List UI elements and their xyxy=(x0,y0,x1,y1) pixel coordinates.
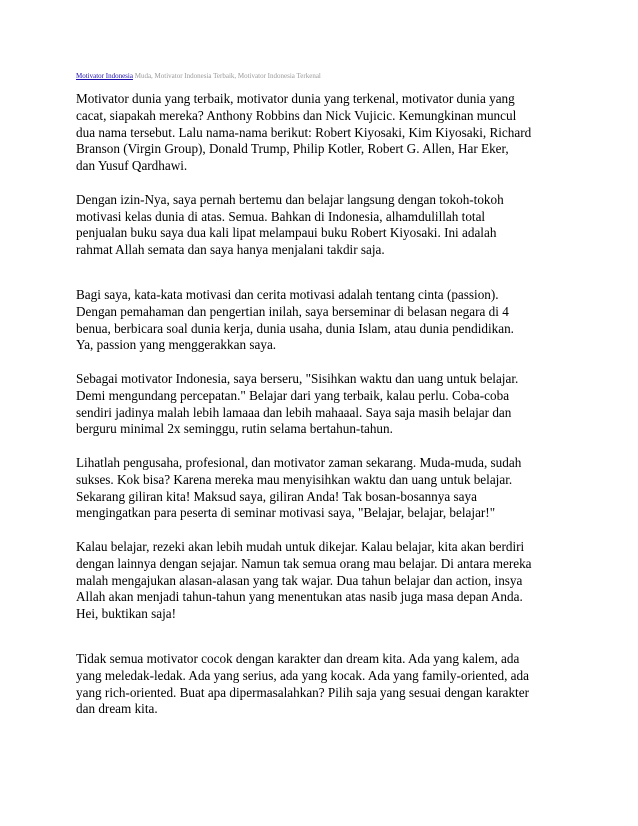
paragraph-5 xyxy=(76,455,576,522)
paragraph-spacer xyxy=(76,175,576,192)
paragraph-line: Kalau belajar, rezeki akan lebih mudah untuk dikejar. Kalau belajar, kita akan berdiri xyxy=(76,538,525,554)
breadcrumb xyxy=(76,72,576,81)
paragraph-line: penjualan buku saya dua kali lipat melampaui buku Robert Kiyosaki. Ini adalah xyxy=(76,225,497,241)
paragraph-6 xyxy=(76,539,576,623)
paragraph-line: Allah akan menjadi tahun-tahun yang menentukan atas nasib juga masa depan Anda. xyxy=(76,589,523,605)
paragraph-line: Sebagai motivator Indonesia, saya berseru, "Sisihkan waktu dan uang untuk belajar. xyxy=(76,370,519,386)
paragraph-line: dan dream kita. xyxy=(76,701,158,717)
paragraph-line: rahmat Allah semata dan saya hanya menjalani takdir saja. xyxy=(76,242,385,258)
paragraph-line: mengingatkan para peserta di seminar motivasi saya, "Belajar, belajar, belajar!" xyxy=(76,505,496,521)
paragraph-line: berguru minimal 2x seminggu, rutin selama bertahun-tahun. xyxy=(76,421,393,437)
paragraph-line: Hei, buktikan saja! xyxy=(76,606,176,622)
paragraph-line: Demi mengundang percepatan." Belajar dari yang terbaik, kalau perlu. Coba-coba xyxy=(76,387,510,403)
paragraph-spacer xyxy=(76,522,576,539)
paragraph-1 xyxy=(76,91,576,175)
paragraph-line: yang meledak-ledak. Ada yang serius, ada yang kocak. Ada yang family-oriented, ada xyxy=(76,667,529,683)
paragraph-spacer xyxy=(76,259,576,287)
breadcrumb-tags: Muda, Motivator Indonesia Terbaik, Motivator Indonesia Terkenal xyxy=(132,72,321,80)
paragraph-line: Branson (Virgin Group), Donald Trump, Philip Kotler, Robert G. Allen, Har Eker, xyxy=(76,141,509,157)
paragraph-spacer xyxy=(76,623,576,651)
paragraph-line: yang rich-oriented. Buat apa dipermasalahkan? Pilih saja yang sesuai dengan karakter xyxy=(76,684,529,700)
paragraph-2 xyxy=(76,192,576,259)
paragraph-3 xyxy=(76,287,576,354)
paragraph-7 xyxy=(76,651,576,718)
paragraph-4 xyxy=(76,371,576,438)
paragraph-line: Bagi saya, kata-kata motivasi dan cerita motivasi adalah tentang cinta (passion). xyxy=(76,286,499,302)
paragraph-line: sendiri jadinya malah lebih lamaaa dan lebih mahaaal. Saya saja masih belajar dan xyxy=(76,404,512,420)
paragraph-line: Dengan pemahaman dan pengertian inilah, saya berseminar di belasan negara di 4 xyxy=(76,303,509,319)
paragraph-line: Dengan izin-Nya, saya pernah bertemu dan belajar langsung dengan tokoh-tokoh xyxy=(76,191,504,207)
paragraph-line: Motivator dunia yang terbaik, motivator dunia yang terkenal, motivator dunia yang xyxy=(76,91,515,106)
breadcrumb-link-motivator-indonesia[interactable]: Motivator Indonesia xyxy=(76,72,133,80)
paragraph-line: Ya, passion yang menggerakkan saya. xyxy=(76,337,277,353)
paragraph-line: dua nama tersebut. Lalu nama-nama berikut: Robert Kiyosaki, Kim Kiyosaki, Richard xyxy=(76,124,532,140)
paragraph-line: benua, berbicara soal dunia kerja, dunia usaha, dunia Islam, atau dunia pendidikan. xyxy=(76,320,514,336)
paragraph-line: dan Yusuf Qardhawi. xyxy=(76,158,188,174)
paragraph-line: Tidak semua motivator cocok dengan karakter dan dream kita. Ada yang kalem, ada xyxy=(76,650,520,666)
paragraph-line: motivasi kelas dunia di atas. Semua. Bahkan di Indonesia, alhamdulillah total xyxy=(76,208,486,224)
paragraph-line: Lihatlah pengusaha, profesional, dan motivator zaman sekarang. Muda-muda, sudah xyxy=(76,454,522,470)
paragraph-line: Sekarang giliran kita! Maksud saya, giliran Anda! Tak bosan-bosannya saya xyxy=(76,488,477,504)
paragraph-spacer xyxy=(76,438,576,455)
paragraph-line: cacat, siapakah mereka? Anthony Robbins dan Nick Vujicic. Kemungkinan muncul xyxy=(76,107,517,123)
document-page xyxy=(76,72,576,718)
paragraph-spacer xyxy=(76,354,576,371)
paragraph-line: sukses. Kok bisa? Karena mereka mau menyisihkan waktu dan uang untuk belajar. xyxy=(76,471,513,487)
paragraph-line: malah mengajukan alasan-alasan yang tak wajar. Dua tahun belajar dan action, insya xyxy=(76,572,523,588)
paragraph-line: dengan lainnya dengan sejajar. Namun tak semua orang mau belajar. Di antara mereka xyxy=(76,555,532,571)
